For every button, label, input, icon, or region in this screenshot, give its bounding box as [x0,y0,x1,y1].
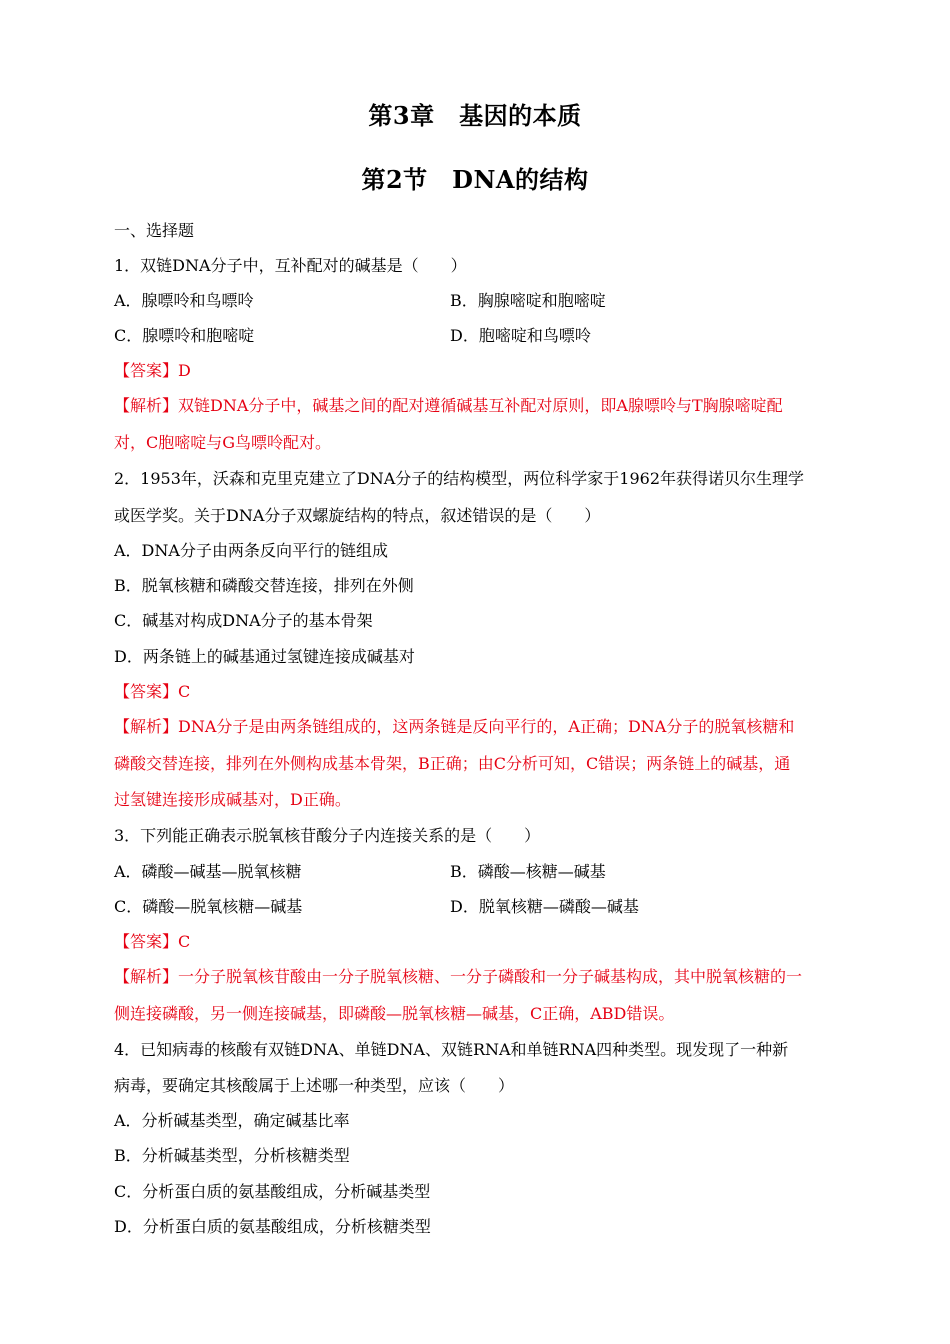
question-3-stem: 3．下列能正确表示脱氧核苷酸分子内连接关系的是（ ） [114,826,541,845]
question-2-option-b: B．脱氧核糖和磷酸交替连接，排列在外侧 [114,576,414,595]
question-4-option-a: A．分析碱基类型，确定碱基比率 [114,1111,350,1130]
question-1-analysis-line-2: 对，C胞嘧啶与G鸟嘌呤配对。 [114,433,332,452]
question-4-option-b: B．分析碱基类型，分析核糖类型 [114,1146,350,1165]
question-4-option-c: C．分析蛋白质的氨基酸组成，分析碱基类型 [114,1182,431,1201]
question-1-stem: 1．双链DNA分子中，互补配对的碱基是（ ） [114,256,467,275]
question-1-answer: 【答案】D [114,361,191,380]
question-3-option-c: C．磷酸—脱氧核糖—碱基 [114,897,303,916]
question-4-stem-line-1: 4．已知病毒的核酸有双链DNA、单链DNA、双链RNA和单链RNA四种类型。现发现了一种新 [114,1040,789,1059]
question-2-answer: 【答案】C [114,682,191,701]
question-2-analysis-line-1: 【解析】DNA分子是由两条链组成的，这两条链是反向平行的，A正确；DNA分子的脱氧核糖和 [114,717,795,736]
question-1-analysis-line-1: 【解析】双链DNA分子中，碱基之间的配对遵循碱基互补配对原则，即A腺嘌呤与T胸腺嘧啶配 [114,396,783,415]
question-3-option-b: B．磷酸—核糖—碱基 [450,862,606,881]
question-1-option-d: D．胞嘧啶和鸟嘌呤 [450,326,591,345]
question-1-option-c: C．腺嘌呤和胞嘧啶 [114,326,255,345]
question-2-stem-line-1: 2．1953年，沃森和克里克建立了DNA分子的结构模型，两位科学家于1962年获得诺贝尔生理学 [114,469,805,488]
chapter-title: 第3章 基因的本质 [368,101,582,130]
question-3-answer: 【答案】C [114,932,191,951]
question-2-option-c: C．碱基对构成DNA分子的基本骨架 [114,611,373,630]
question-4-stem-line-2: 病毒，要确定其核酸属于上述哪一种类型，应该（ ） [114,1076,515,1095]
question-2-stem-line-2: 或医学奖。关于DNA分子双螺旋结构的特点，叙述错误的是（ ） [114,506,601,525]
section-title: 第2节 DNA的结构 [361,165,589,194]
question-2-option-d: D．两条链上的碱基通过氢键连接成碱基对 [114,647,415,666]
question-1-option-a: A．腺嘌呤和鸟嘌呤 [114,291,254,310]
question-2-option-a: A．DNA分子由两条反向平行的链组成 [114,541,388,560]
question-2-analysis-line-3: 过氢键连接形成碱基对，D正确。 [114,790,351,809]
question-3-option-d: D．脱氧核糖—磷酸—碱基 [450,897,639,916]
section-label: 一、选择题 [114,221,195,240]
question-1-option-b: B．胸腺嘧啶和胞嘧啶 [450,291,606,310]
question-4-option-d: D．分析蛋白质的氨基酸组成，分析核糖类型 [114,1217,431,1236]
question-3-option-a: A．磷酸—碱基—脱氧核糖 [114,862,302,881]
question-3-analysis-line-2: 侧连接磷酸，另一侧连接碱基，即磷酸—脱氧核糖—碱基，C正确，ABD错误。 [114,1004,675,1023]
question-3-analysis-line-1: 【解析】一分子脱氧核苷酸由一分子脱氧核糖、一分子磷酸和一分子碱基构成，其中脱氧核糖的一 [114,967,803,986]
question-2-analysis-line-2: 磷酸交替连接，排列在外侧构成基本骨架，B正确；由C分析可知，C错误；两条链上的碱基，通 [114,754,791,773]
